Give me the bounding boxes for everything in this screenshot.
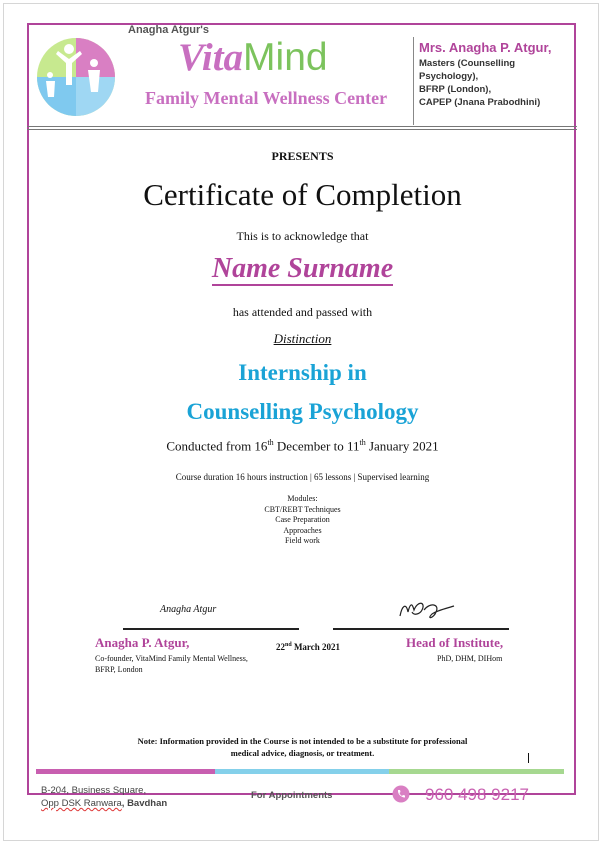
appointments-label: For Appointments <box>251 790 333 801</box>
header-divider <box>413 37 414 125</box>
modules-block <box>0 494 605 547</box>
module-item: Case Preparation <box>275 515 330 524</box>
family-logo-icon <box>36 37 120 117</box>
credential-line: CAPEP (Jnana Prabodhini) <box>419 97 541 108</box>
text-cursor <box>528 753 529 763</box>
brand-mind: Mind <box>243 36 328 79</box>
ordinal-suffix: th <box>359 438 366 447</box>
presents-label: PRESENTS <box>271 149 334 163</box>
course-line-1: Internship in <box>238 360 367 385</box>
right-signature-line <box>333 628 509 630</box>
conducted-mid: December to 11 <box>273 438 360 454</box>
acknowledge-text: This is to acknowledge that <box>236 229 369 243</box>
footer-bar-pink <box>36 769 215 774</box>
center-name: Family Mental Wellness Center <box>145 88 388 108</box>
disclaimer-note <box>0 735 605 759</box>
recipient-name: Name Surname <box>211 253 394 284</box>
credential-line: BFRP (London), <box>419 84 492 95</box>
role-line: Co-founder, VitaMind Family Mental Wellness, <box>95 654 248 663</box>
founder-tag: Anagha Atgur's <box>128 24 210 36</box>
ordinal-suffix: th <box>267 438 274 447</box>
date-rest: March 2021 <box>291 642 341 652</box>
conducted-suffix: January 2021 <box>365 438 439 454</box>
right-signatory-creds: PhD, DHM, DIHom <box>437 654 503 663</box>
header-rule <box>27 129 577 130</box>
left-signatory-name: Anagha P. Atgur, <box>95 635 190 650</box>
footer-address <box>41 784 167 810</box>
address-street: Opp DSK Ranwara <box>41 798 122 809</box>
module-item: Field work <box>285 536 320 545</box>
brand-logotype <box>178 36 328 80</box>
module-item: CBT/REBT Techniques <box>264 504 341 514</box>
ordinal-suffix: nd <box>285 642 292 648</box>
grade-text: Distinction <box>273 331 332 346</box>
attended-text: has attended and passed with <box>232 305 373 319</box>
note-line: Note: Information provided in the Course is not intended to be a substitute for professional <box>137 736 468 746</box>
modules-label: Modules: <box>287 494 318 503</box>
credential-line: Masters (Counselling <box>419 58 516 69</box>
recipient-wrap <box>0 253 605 285</box>
issue-date <box>276 642 340 652</box>
module-item: Approaches <box>283 525 322 535</box>
conducted-prefix: Conducted from 16 <box>166 438 268 454</box>
address-locality: , Bavdhan <box>121 798 168 809</box>
note-line: medical advice, diagnosis, or treatment. <box>230 748 375 758</box>
left-signature-script: Anagha Atgur <box>160 604 217 615</box>
header-rule <box>27 126 577 127</box>
left-signature-line <box>123 628 299 630</box>
brand-vita: Vita <box>178 36 244 79</box>
date-day: 22 <box>276 642 285 652</box>
certificate-title: Certificate of Completion <box>143 177 462 212</box>
left-signatory-role <box>95 653 248 675</box>
contact-name: Mrs. Anagha P. Atgur, <box>419 40 552 55</box>
credentials <box>419 57 540 109</box>
phone-number: 960 498 9217 <box>425 785 529 804</box>
footer-bar-green <box>389 769 564 774</box>
footer-bar-blue <box>215 769 389 774</box>
course-duration: Course duration 16 hours instruction | 65 lessons | Supervised learning <box>175 472 430 482</box>
address-line: B-204, Business Square, <box>41 785 147 796</box>
conducted-dates <box>0 438 605 454</box>
right-signatory-title: Head of Institute, <box>406 635 504 650</box>
signature-mark-icon <box>396 598 456 622</box>
role-line: BFRP, London <box>95 665 143 674</box>
phone-icon <box>392 785 410 803</box>
credential-line: Psychology), <box>419 71 479 82</box>
course-line-2: Counselling Psychology <box>186 399 419 424</box>
